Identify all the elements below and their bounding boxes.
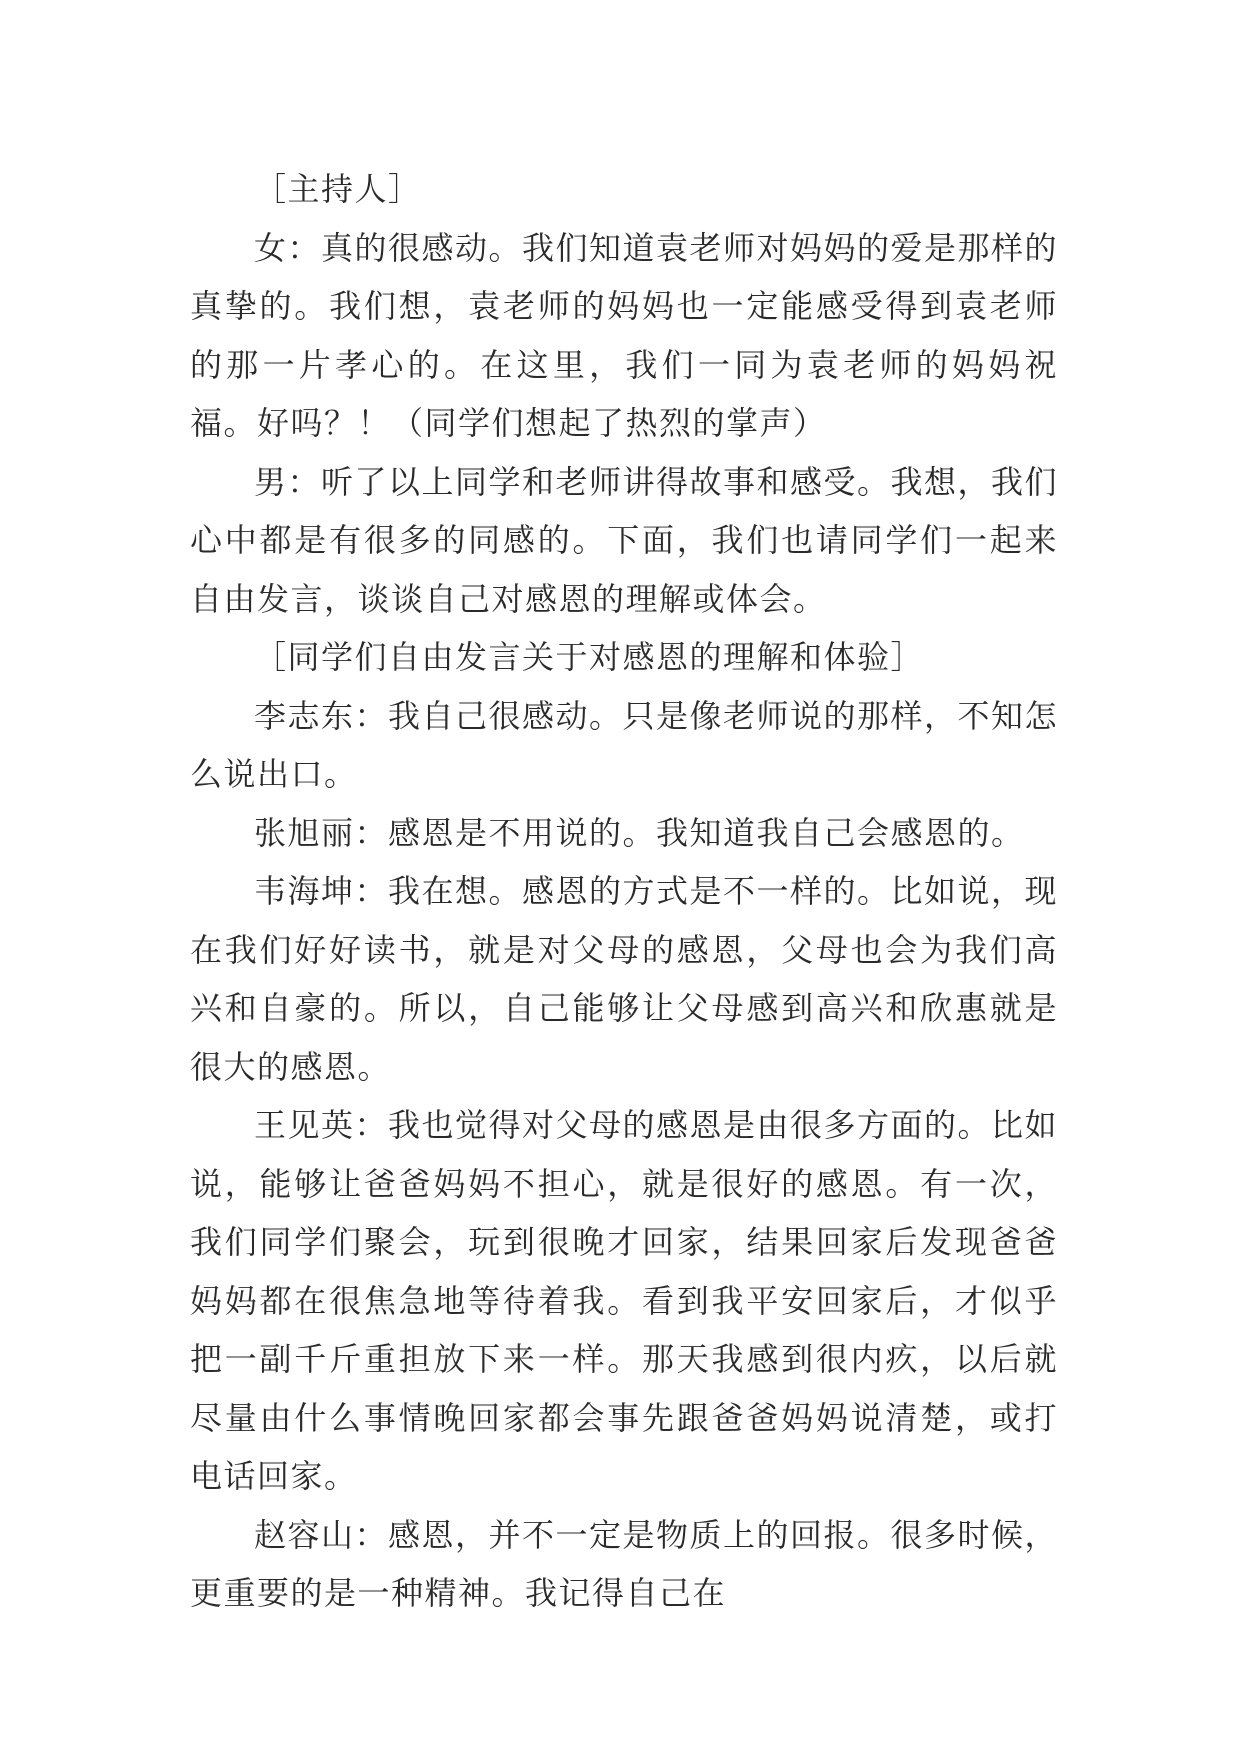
paragraph-li-zhidong: 李志东：我自己很感动。只是像老师说的那样，不知怎么说出口。 bbox=[190, 696, 1059, 793]
paragraph-wang-jianying: 王见英：我也觉得对父母的感恩是由很多方面的。比如说，能够让爸爸妈妈不担心，就是很好的感恩。有一次，我们同学们聚会，玩到很晚才回家，结果回家后发现爸爸妈妈都在很焦急地等待着我。看到我平安回家后，才似乎把一副千斤重担放下来一样。那天我感到很内疚，以后就尽量由什么事情晚回家都会事先跟爸爸妈妈说清楚，或打电话回家。 bbox=[190, 1106, 1059, 1495]
paragraph-free-speech-heading: ［同学们自由发言关于对感恩的理解和体验］ bbox=[254, 638, 925, 676]
paragraph-male-host: 男：听了以上同学和老师讲得故事和感受。我想，我们心中都是有很多的同感的。下面，我们也请同学们一起来自由发言，谈谈自己对感恩的理解或体会。 bbox=[190, 462, 1059, 618]
paragraph-wei-haikun: 韦海坤：我在想。感恩的方式是不一样的。比如说，现在我们好好读书，就是对父母的感恩，父母也会为我们高兴和自豪的。所以，自己能够让父母感到高兴和欣惠就是很大的感恩。 bbox=[190, 872, 1059, 1086]
paragraph-zhao-rongshan: 赵容山：感恩，并不一定是物质上的回报。很多时候，更重要的是一种精神。我记得自己在 bbox=[190, 1515, 1059, 1612]
paragraph-female-host: 女：真的很感动。我们知道袁老师对妈妈的爱是那样的真挚的。我们想，袁老师的妈妈也一定能感受得到袁老师的那一片孝心的。在这里，我们一同为袁老师的妈妈祝福。好吗？！（同学们想起了热烈的掌声） bbox=[190, 228, 1059, 442]
paragraph-host-heading: ［主持人］ bbox=[254, 170, 422, 208]
document-page bbox=[190, 160, 1058, 1623]
paragraph-zhang-xuli: 张旭丽：感恩是不用说的。我知道我自己会感恩的。 bbox=[254, 813, 1025, 852]
